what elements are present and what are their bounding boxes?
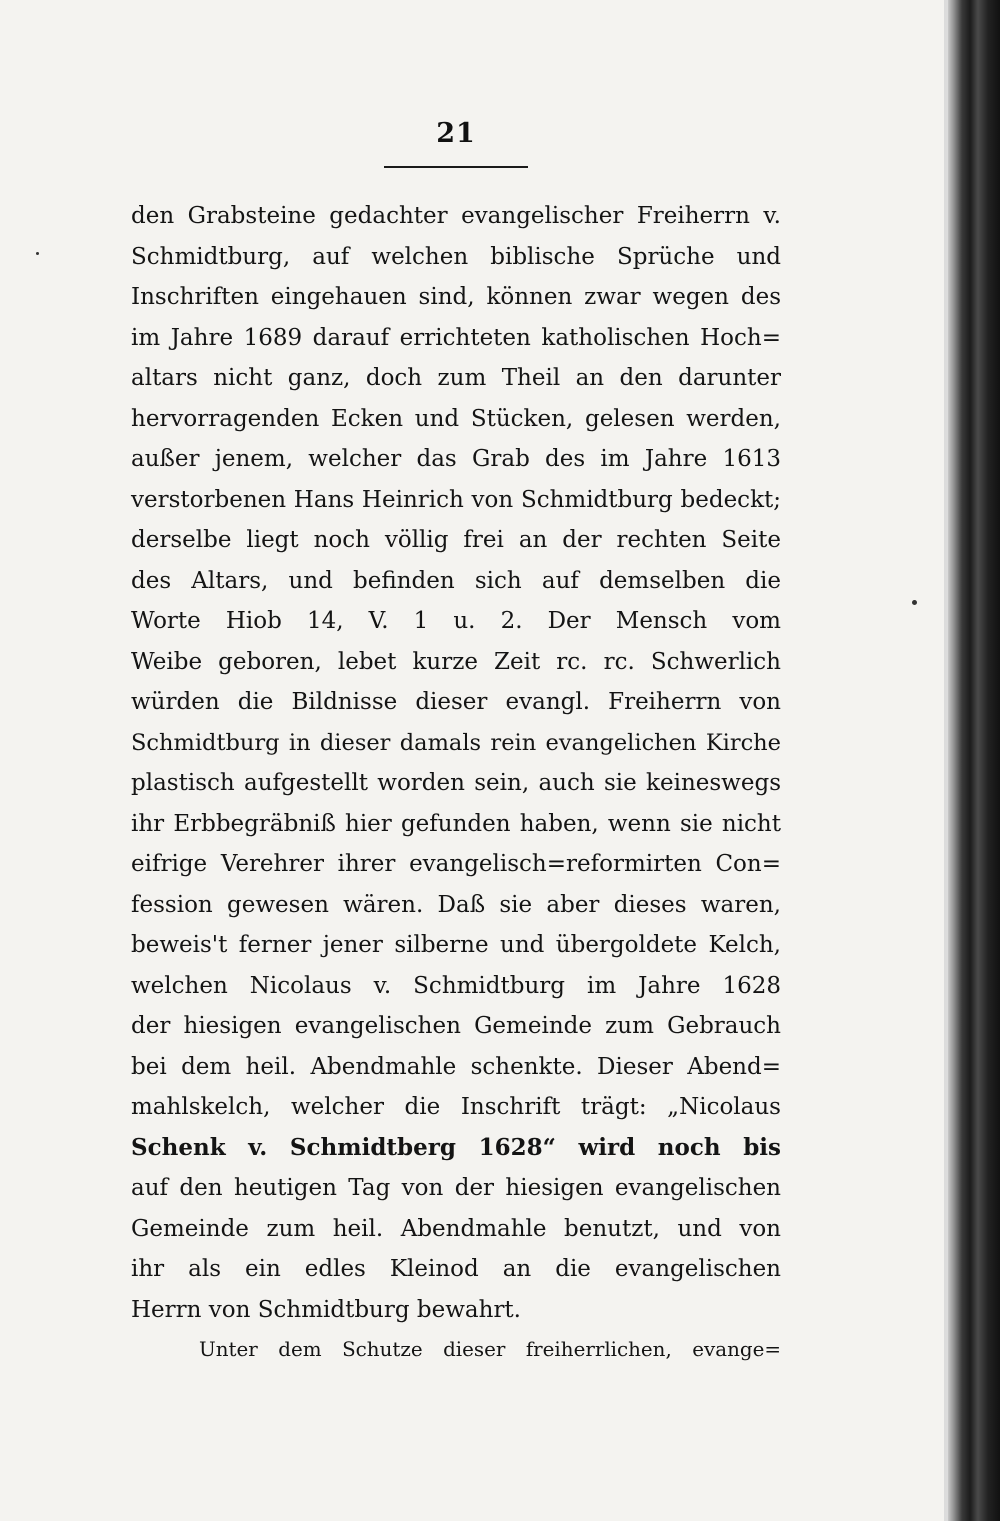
text-line: Schmidtburg, auf welchen biblische Sprüche und <box>131 243 781 270</box>
header-rule <box>384 166 528 168</box>
text-line: welchen Nicolaus v. Schmidtburg im Jahre 1628 <box>131 972 781 999</box>
text-line: der hiesigen evangelischen Gemeinde zum Gebrauch <box>131 1013 781 1039</box>
text-line: verstorbenen Hans Heinrich von Schmidtburg bedeckt; <box>131 486 781 513</box>
text-line: den Grabsteine gedachter evangelischer Freiherrn v. <box>131 203 781 229</box>
text-line: plastisch aufgestellt worden sein, auch sie keineswegs <box>131 770 781 796</box>
page-number: 21 <box>436 118 476 149</box>
text-line: beweis't ferner jener silberne und übergoldete Kelch, <box>131 932 781 958</box>
text-line: fession gewesen wären. Daß sie aber dieses waren, <box>131 891 781 918</box>
text-line: Unter dem Schutze dieser freiherrlichen, evange= <box>199 1338 781 1361</box>
text-line: Schenk v. Schmidtberg 1628“ wird noch bis <box>131 1133 781 1161</box>
body-text <box>131 196 781 1371</box>
text-line: Schmidtburg in dieser damals rein evangelichen Kirche <box>131 729 781 756</box>
text-line: ihr als ein edles Kleinod an die evangelischen <box>131 1256 781 1282</box>
text-line: eifrige Verehrer ihrer evangelisch=reformirten Con= <box>131 851 781 877</box>
text-line: Herrn von Schmidtburg bewahrt. <box>131 1296 521 1323</box>
text-line: bei dem heil. Abendmahle schenkte. Dieser Abend= <box>131 1053 781 1080</box>
text-line: außer jenem, welcher das Grab des im Jahre 1613 <box>131 446 781 472</box>
text-line: mahlskelch, welcher die Inschrift trägt: „Nicolaus <box>131 1094 781 1120</box>
text-line: des Altars, und befinden sich auf demselben die <box>131 567 781 594</box>
text-line: derselbe liegt noch völlig frei an der rechten Seite <box>131 527 781 553</box>
text-line: ihr Erbbegräbniß hier gefunden haben, wenn sie nicht <box>131 810 781 837</box>
text-line: altars nicht ganz, doch zum Theil an den darunter <box>131 365 781 391</box>
text-line: Worte Hiob 14, V. 1 u. 2. Der Mensch vom <box>131 608 781 634</box>
text-line: Weibe geboren, lebet kurze Zeit rc. rc. Schwerlich <box>131 648 781 675</box>
text-line: würden die Bildnisse dieser evangl. Freiherrn von <box>131 689 781 715</box>
text-line: im Jahre 1689 darauf errichteten katholischen Hoch= <box>131 324 781 351</box>
text-line: Gemeinde zum heil. Abendmahle benutzt, und von <box>131 1215 781 1242</box>
book-spine <box>948 0 1000 1521</box>
text-line: hervorragenden Ecken und Stücken, gelesen werden, <box>131 405 781 432</box>
paper-speck <box>912 600 917 605</box>
text-line: Inschriften eingehauen sind, können zwar wegen des <box>131 284 781 310</box>
paper-speck <box>36 252 39 255</box>
text-line: auf den heutigen Tag von der hiesigen evangelischen <box>131 1175 781 1201</box>
